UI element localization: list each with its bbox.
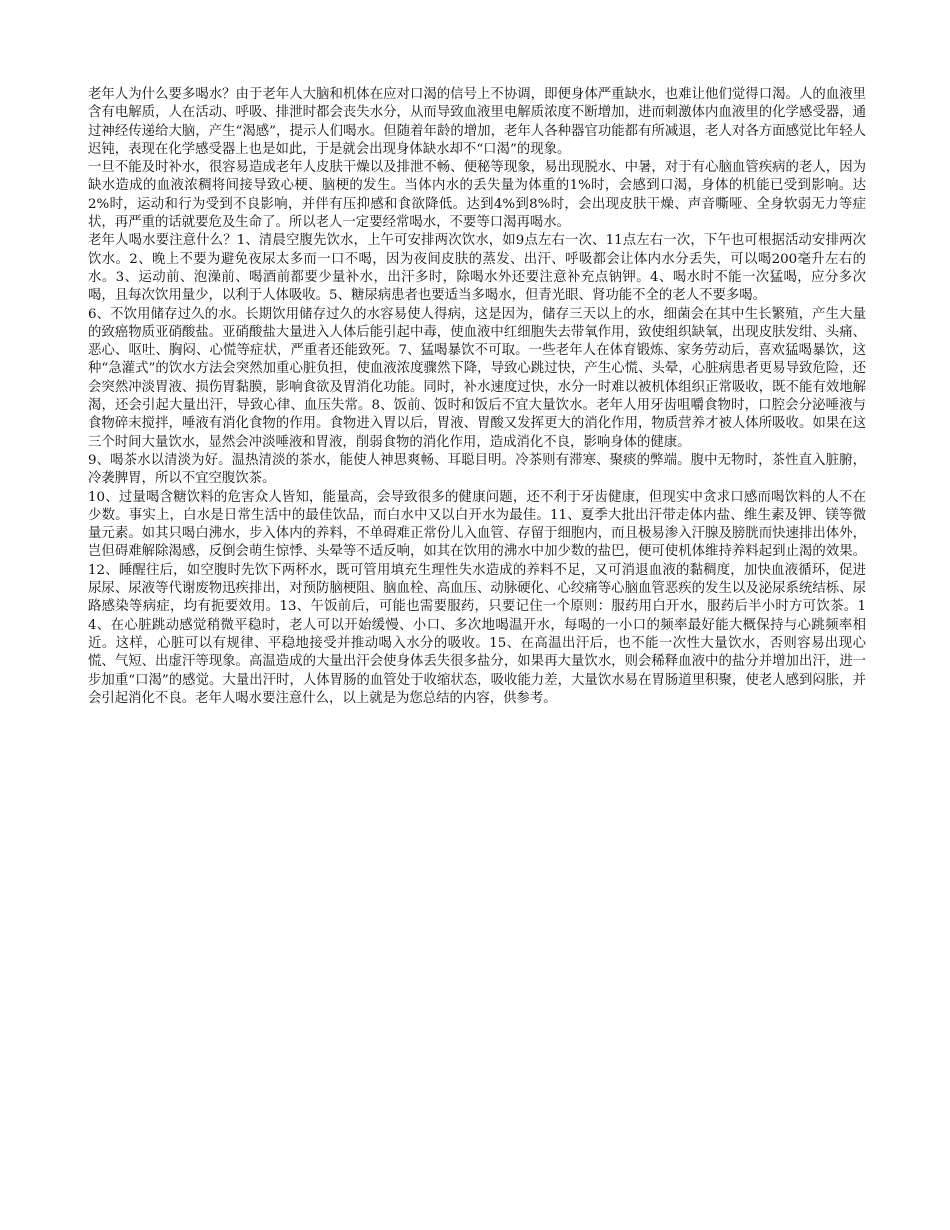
paragraph-tea-tip-9: 9、喝茶水以清淡为好。温热清淡的茶水，能使人神思爽畅、耳聪目明。冷茶则有滞寒、聚痰的弊端。腹中无物时，茶性直入脏腑，冷袭脾胃，所以不宜空腹饮茶。 [88, 452, 866, 487]
paragraph-drinking-tips-6-8: 6、不饮用储存过久的水。长期饮用储存过久的水容易使人得病，这是因为，储存三天以上的水，细菌会在其中生长繁殖，产生大量的致癌物质亚硝酸盐。亚硝酸盐大量进入人体后能引起中毒，使血液中红细胞失去带氧作用，致使组织缺氧，出现皮肤发绀、头痛、恶心、呕吐、胸闷、心慌等症状，严重者还能致死。7、猛喝暴饮不可取。一些老年人在体育锻炼、家务劳动后，喜欢猛喝暴饮，这种“急灌式”的饮水方法会突然加重心脏负担，使血液浓度骤然下降，导致心跳过快，产生心慌、头晕，心脏病患者更易导致危险，还会突然冲淡胃液、损伤胃黏膜，影响食欲及胃消化功能。同时，补水速度过快，水分一时难以被机体组织正常吸收，既不能有效地解渴，还会引起大量出汗，导致心律、血压失常。8、饭前、饭时和饭后不宜大量饮水。老年人用牙齿咀嚼食物时，口腔会分泌唾液与食物碎末搅拌，唾液有消化食物的作用。食物进入胃以后，胃液、胃酸又发挥更大的消化作用，物质营养才被人体所吸收。如果在这三个时间大量饮水，显然会冲淡唾液和胃液，削弱食物的消化作用，造成消化不良，影响身体的健康。 [88, 306, 866, 450]
document-body [88, 86, 866, 708]
paragraph-drinking-tips-10-15: 10、过量喝含糖饮料的危害众人皆知，能量高，会导致很多的健康问题，还不利于牙齿健康，但现实中贪求口感而喝饮料的人不在少数。事实上，白水是日常生活中的最佳饮品，而白水中又以白开水为最佳。11、夏季大批出汗带走体内盐、维生素及钾、镁等微量元素。如其只喝白沸水，步入体内的养料，不单碍难正常份儿入血管、存留于细胞内，而且极易渗入汗腺及膀胱而快速排出体外，岂但碍难解除渴感，反倒会萌生惊悸、头晕等不适反响，如其在饮用的沸水中加少数的盐巴，便可使机体维持养料起到止渴的效果。12、睡醒往后，如空腹时先饮下两杯水，既可管用填充生理性失水造成的养料不足，又可消退血液的黏稠度，加快血液循环，促进尿尿、尿液等代谢废物迅疾排出，对预防脑梗阻、脑血栓、高血压、动脉硬化、心绞痛等心脑血管恶疾的发生以及泌尿系统结栎、尿路感染等病症，均有扼要效用。13、午饭前后，可能也需要服药，只要记住一个原则：服药用白开水，服药后半小时方可饮茶。14、在心脏跳动感觉稍微平稳时，老人可以开始缓慢、小口、多次地喝温开水，每喝的一小口的频率最好能大概保持与心跳频率相近。这样，心脏可以有规律、平稳地接受并推动喝入水分的吸收。15、在高温出汗后，也不能一次性大量饮水，否则容易出现心慌、气短、出虚汗等现象。高温造成的大量出汗会使身体丢失很多盐分，如果再大量饮水，则会稀释血液中的盐分并增加出汗，进一步加重“口渴”的感觉。大量出汗时，人体胃肠的血管处于收缩状态，吸收能力差，大量饮水易在胃肠道里积聚，使老人感到闷胀，并会引起消化不良。老年人喝水要注意什么，以上就是为您总结的内容，供参考。 [88, 489, 866, 706]
paragraph-why-drink-water: 老年人为什么要多喝水？由于老年人大脑和机体在应对口渴的信号上不协调，即便身体严重缺水，也难让他们觉得口渴。人的血液里含有电解质，人在活动、呼吸、排泄时都会丧失水分，从而导致血液里电解质浓度不断增加，进而刺激体内血液里的化学感受器，通过神经传递给大脑，产生“渴感”，提示人们喝水。但随着年龄的增加，老年人各种器官功能都有所减退，老人对各方面感觉比年轻人迟钝，表现在化学感受器上也是如此，于是就会出现身体缺水却不“口渴”的现象。 [88, 87, 866, 157]
paragraph-drinking-tips-1-5: 老年人喝水要注意什么？1、清晨空腹先饮水，上午可安排两次饮水，如9点左右一次、11点左右一次，下午也可根据活动安排两次饮水。2、晚上不要为避免夜尿太多而一口不喝，因为夜间皮肤的蒸发、出汗、呼吸都会让体内水分丢失，可以喝200毫升左右的水。3、运动前、泡澡前、喝酒前都要少量补水，出汗多时，除喝水外还要注意补充点钠钾。4、喝水时不能一次猛喝，应分多次喝，且每次饮用量少，以利于人体吸收。5、糖尿病患者也要适当多喝水，但青光眼、肾功能不全的老人不要多喝。 [88, 233, 866, 304]
paragraph-dehydration-risks: 一旦不能及时补水，很容易造成老年人皮肤干燥以及排泄不畅、便秘等现象，易出现脱水、中暑，对于有心脑血管疾病的老人，因为缺水造成的血液浓稠将间接导致心梗、脑梗的发生。当体内水的丢失量为体重的1%时，会感到口渴，身体的机能已受到影响。达2%时，运动和行为受到不良影响，并伴有压抑感和食欲降低。达到4%到8%时，会出现皮肤干燥、声音嘶哑、全身软弱无力等症状，再严重的话就要危及生命了。所以老人一定要经常喝水，不要等口渴再喝水。 [88, 160, 866, 231]
